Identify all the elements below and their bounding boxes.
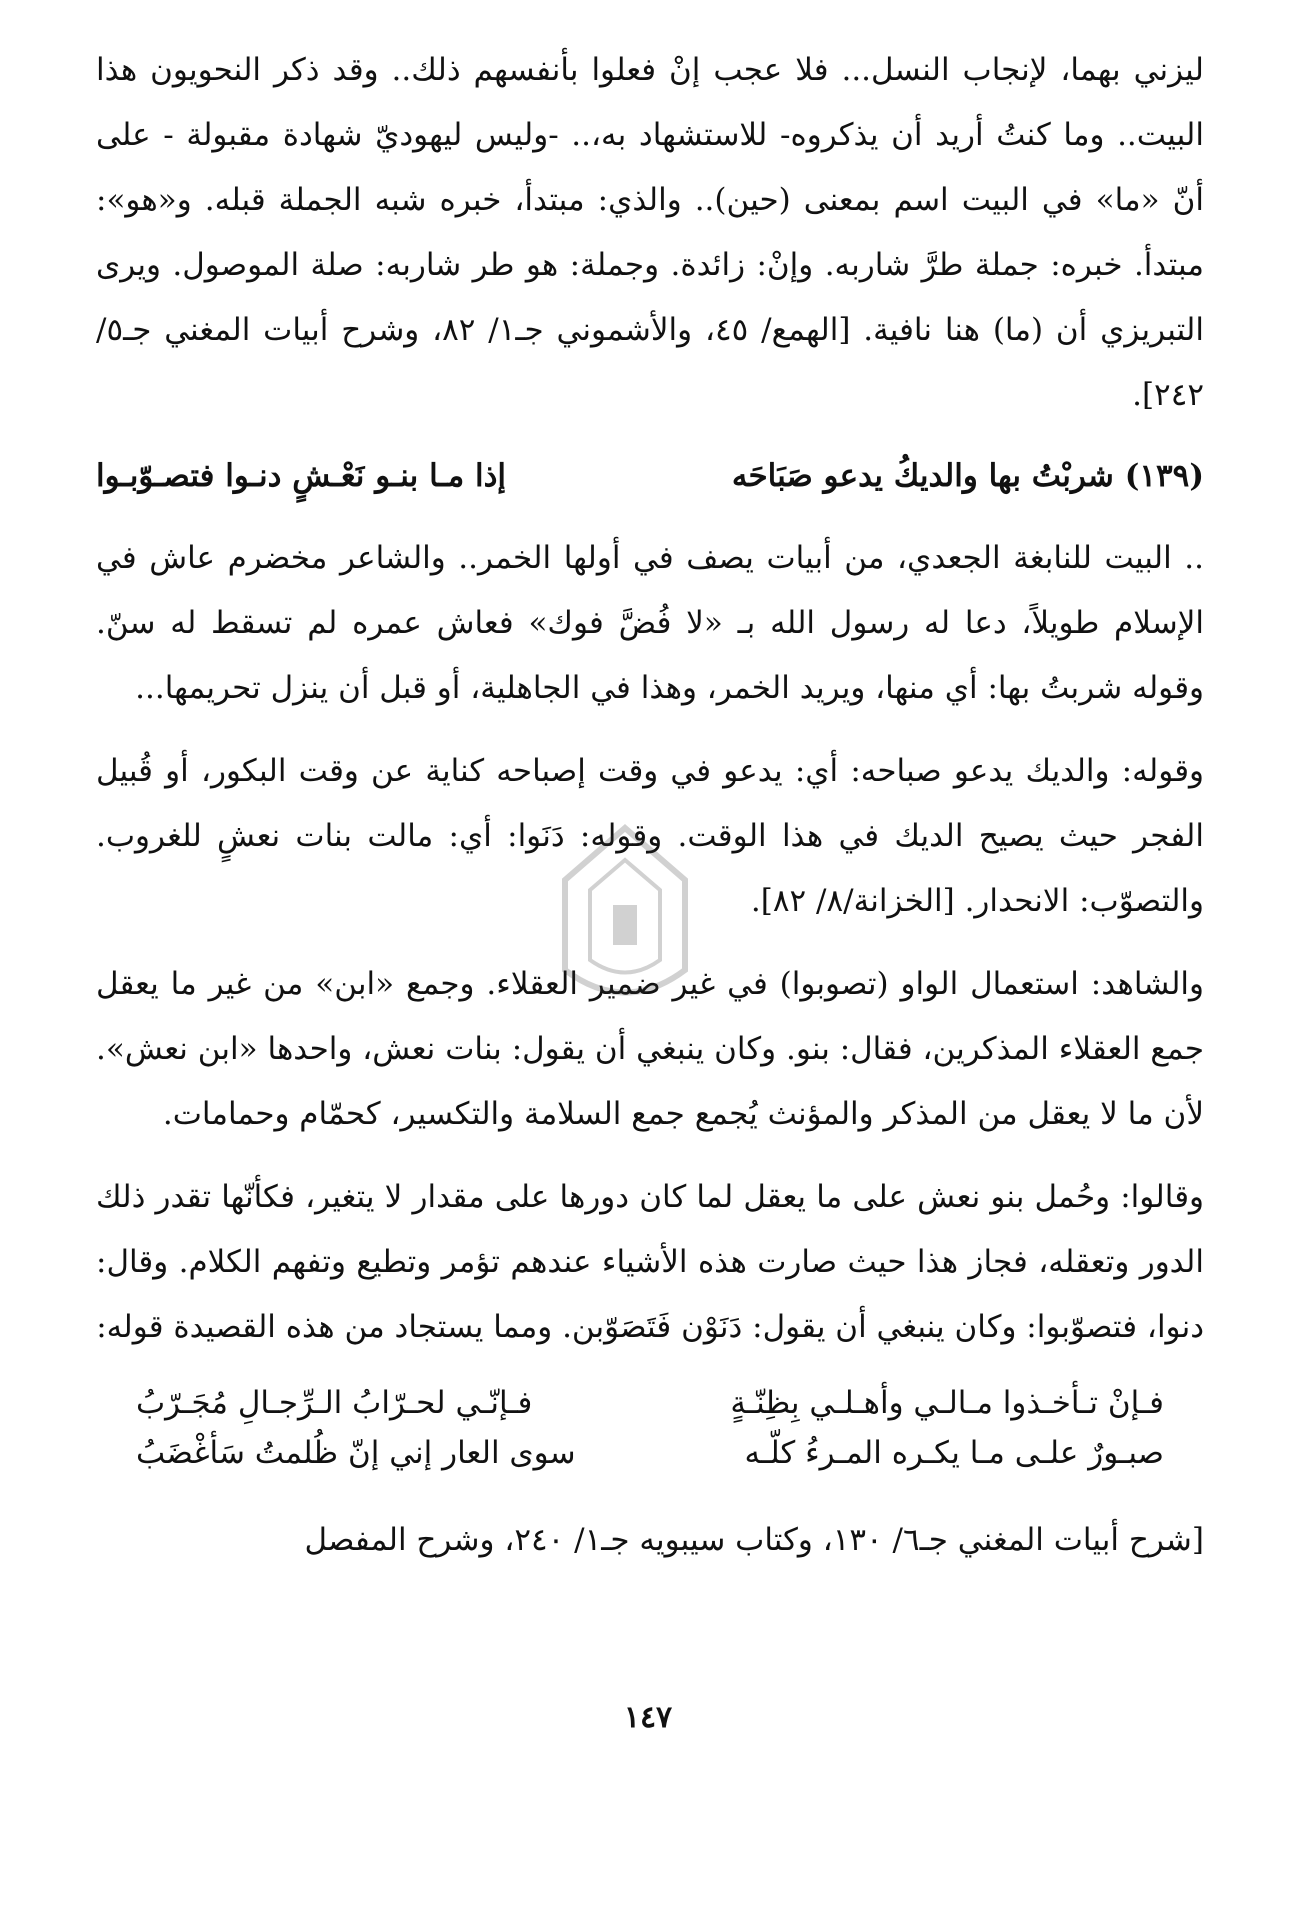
hemistich-right: صبـورٌ علـى مـا يكـره المـرءُ كلّـه bbox=[744, 1435, 1164, 1471]
source-reference: [شرح أبيات المغني جـ٦/ ١٣٠، وكتاب سيبويه جـ١/ ٢٤٠، وشرح المفصل bbox=[304, 1522, 1204, 1558]
paragraph-intro: ليزني بهما، لإنجاب النسل... فلا عجب إنْ فعلوا بأنفسهم ذلك.. وقد ذكر النحويون هذا البيت.. وما كنتُ أريد أن يذكروه- للاستشهاد به،.. -وليس ليهوديّ شهادة مقبولة - على أنّ «ما» في البيت اسم بمعنى (حين).. والذي: مبتدأ، خبره شبه الجملة قبله. و«هو»: مبتدأ. خبره: جملة طرَّ شاربه. وإنْ: زائدة. وجملة: هو طر شاربه: صلة الموصول. ويرى التبريزي أن (ما) هنا نافية. [الهمع/ ٤٥، والأشموني جـ١/ ٨٢، وشرح أبيات المغني جـ٥/ ٢٤٢]. bbox=[96, 52, 1204, 413]
page-number: ١٤٧ bbox=[623, 1700, 673, 1735]
paragraph-rooster: وقوله: والديك يدعو صباحه: أي: يدعو في وقت إصباحه كناية عن وقت البكور، أو قُبيل الفجر حيث يصيح الديك في هذا الوقت. وقوله: دَنَوا: أي: مالت بنات نعشٍ للغروب. والتصوّب: الانحدار. [الخزانة/٨/ ٨٢]. bbox=[96, 753, 1204, 919]
verse-139 bbox=[96, 446, 1204, 506]
paragraph-explanation: وقالوا: وحُمل بنو نعش على ما يعقل لما كان دورها على مقدار لا يتغير، فكأنّها تقدر ذلك الدور وتعقله، فجاز هذا حيث صارت هذه الأشياء عندهم تؤمر وتطيع وتفهم الكلام. وقال: دنوا، فتصوّبوا: وكان ينبغي أن يقول: دَنَوْن فَتَصَوّبن. ومما يستجاد من هذه القصيدة قوله: bbox=[96, 1179, 1204, 1345]
poem-line bbox=[136, 1428, 1164, 1478]
paragraph-evidence: والشاهد: استعمال الواو (تصوبوا) في غير ضمير العقلاء. وجمع «ابن» من غير ما يعقل جمع العقلاء المذكرين، فقال: بنو. وكان ينبغي أن يقول: بنات نعش، واحدها «ابن نعش». لأن ما لا يعقل من المذكر والمؤنث يُجمع جمع السلامة والتكسير، كحمّام وحمامات. bbox=[96, 966, 1204, 1132]
hemistich-left: سوى العار إني إنّ ظُلمتُ سَأغْضَبُ bbox=[136, 1435, 576, 1471]
library-seal-watermark bbox=[535, 820, 715, 1020]
hemistich-right: فـإنْ تـأخـذوا مـالـي وأهـلـي بِظِنّـةٍ bbox=[730, 1385, 1164, 1421]
page-body bbox=[96, 38, 1204, 1591]
hemistich-left: فـإنّـي لحـرّابُ الـرِّجـالِ مُجَـرّبُ bbox=[136, 1385, 533, 1421]
verse-second-half: إذا مـا بنـو نَعْـشٍ دنـوا فتصـوّبـوا bbox=[96, 458, 507, 494]
poem-line bbox=[136, 1378, 1164, 1428]
verse-first-half: (١٣٩) شربْتُ بها والديكُ يدعو صَبَاحَه bbox=[731, 458, 1204, 494]
poem bbox=[136, 1378, 1164, 1478]
paragraph-poet: .. البيت للنابغة الجعدي، من أبيات يصف في أولها الخمر.. والشاعر مخضرم عاش في الإسلام طويلاً، دعا له رسول الله بـ «لا فُضَّ فوك» فعاش عمره لم تسقط له سنّ. وقوله شربتُ بها: أي منها، ويريد الخمر، وهذا في الجاهلية، أو قبل أن ينزل تحريمها... bbox=[96, 540, 1204, 706]
